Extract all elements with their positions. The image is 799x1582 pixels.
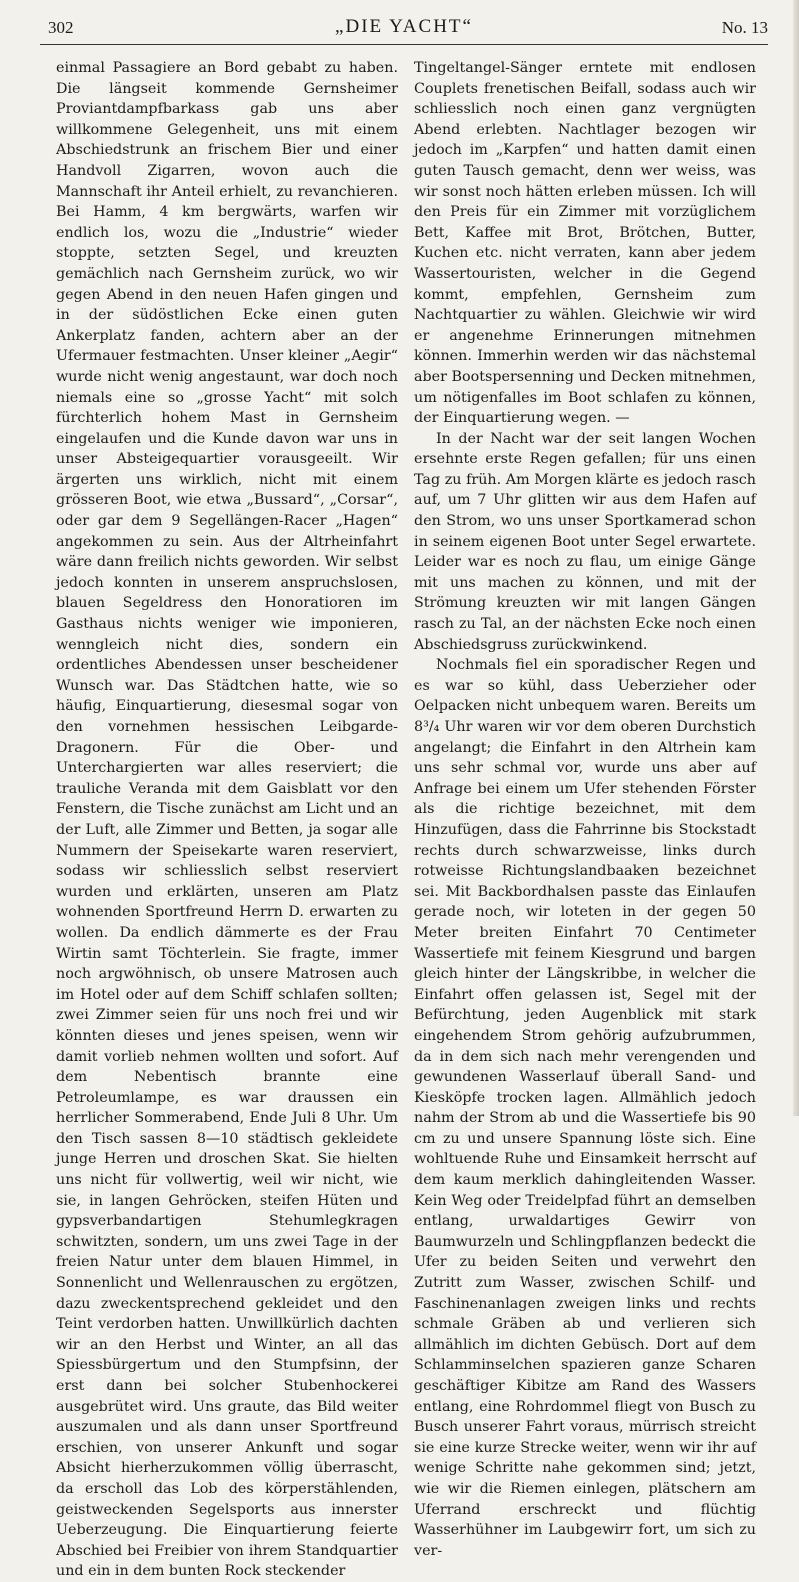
page-edge-shadow: [793, 0, 799, 1116]
header-rule: [40, 44, 768, 45]
paragraph: einmal Passagiere an Bord gebabt zu haben. Die längseit kommende Gernsheimer Proviantdampfbarkass gab uns aber willkommene Gelegenheit, uns mit einem Abschiedstrunk an frischem Bier und einer Handvoll Zigarren, wovon auch die Mannschaft ihr Anteil erhielt, zu revanchieren. Bei Hamm, 4 km bergwärts, warfen wir endlich los, wozu die „Industrie“ wieder stoppte, setzten Segel, und kreuzten gemächlich nach Gernsheim zurück, wo wir gegen Abend in den neuen Hafen gingen und in der südöstlichen Ecke einen guten Ankerplatz fanden, achtern aber an der Ufermauer festmachten. Unser kleiner „Aegir“ wurde nicht wenig angestaunt, war doch noch niemals eine so „grosse Yacht“ mit solch fürchterlich hohem Mast in Gernsheim eingelaufen und die Kunde davon war uns in unser Absteigequartier vorausgeeilt. Wir ärgerten uns wirklich, nicht mit einem grösseren Boot, wie etwa „Bussard“, „Corsar“, oder gar dem 9 Segellängen-Racer „Hagen“ angekommen zu sein. Aus der Altrheinfahrt wäre dann freilich nichts geworden. Wir selbst jedoch konnten in unserem anspruchslosen, blauen Segeldress den Honoratioren im Gasthaus nichts weniger wie imponieren, wenngleich nicht dies, sondern ein ordentliches Abendessen unser bescheidener Wunsch war. Das Städtchen hatte, wie so häufig, Einquartierung, diesesmal sogar von den vornehmen hessischen Leibgarde-Dragonern. Für die Ober- und Unterchargierten war alles reserviert; die trauliche Veranda mit dem Gaisblatt vor den Fenstern, die Tische zunächst am Licht und an der Luft, alle Zimmer und Betten, ja sogar alle Nummern der Speisekarte waren reserviert, sodass wir schliesslich selbst reserviert wurden und erklärten, unseren am Platz wohnenden Sportfreund Herrn D. erwarten zu wollen. Da endlich dämmerte es der Frau Wirtin samt Töchterlein. Sie fragte, immer noch argwöhnisch, ob unsere Matrosen auch im Hotel oder auf dem Schiff schlafen sollten; zwei Zimmer seien für uns noch frei und wir könnten dieses und jenes speisen, wenn wir damit vorlieb nehmen wollten und sofort. Auf dem Nebentisch brannte eine Petroleumlampe, es war draussen ein herrlicher Sommerabend, Ende Juli 8 Uhr. Um den Tisch sassen 8—10 städtisch gekleidete junge Herren und droschen Skat. Sie hielten uns nicht für vollwertig, weil wir nicht, wie sie, in langen Gehröcken, steifen Hüten und gypsverbandartigen Stehumlegkragen schwitzten, sondern, um uns zwei Tage in der freien Natur unter dem blauen Himmel, in Sonnenlicht und Wellenrauschen zu ergötzen, dazu zweckentsprechend gekleidet und den Teint verdorben hatten. Unwillkürlich dachten wir an den Herbst und Winter, an all das Spiessbürgertum und den Stumpfsinn, der erst dann bei solcher Stubenhockerei ausgebrütet wird. Uns graute, das Bild weiter auszumalen und als dann unser Sportfreund erschien, von unserer Ankunft und sogar Absicht hierherzukommen völlig überrascht, da erscholl das Lob des körperstählenden, geistweckenden Segelsports aus innerster Ueberzeugung. Die Einquartierung feierte Abschied bei Freibier von ihrem Standquartier und ein in dem bunten Rock steckender: [56, 60, 398, 1580]
right-column: [414, 58, 756, 1561]
paragraph: Nochmals fiel ein sporadischer Regen und es war so kühl, dass Ueberzieher oder Oelpacken nicht unbequem waren. Bereits um 8³/₄ Uhr waren wir vor dem oberen Durchstich angelangt; die Einfahrt in den Altrhein kam uns sehr schmal vor, wurde uns aber auf Anfrage bei einem um Ufer stehenden Förster als die richtige bezeichnet, mit dem Hinzufügen, dass die Fahrrinne bis Stockstadt rechts durch schwarzweisse, links durch rotweisse Richtungslandbaaken bezeichnet sei. Mit Backbordhalsen passte das Einlaufen gerade noch, wir loteten in der gegen 50 Meter breiten Einfahrt 70 Centimeter Wassertiefe mit feinem Kiesgrund und bargen gleich hinter der Längskribbe, in welcher die Einfahrt offen gelassen ist, Segel mit der Befürchtung, jeden Augenblick mit stark eingehendem Strom gehörig aufzubrummen, da in dem sich nach mehr verengenden und gewundenen Wasserlauf überall Sand- und Kiesköpfe trocken lagen. Allmählich jedoch nahm der Strom ab und die Wassertiefe bis 90 cm zu und unsere Spannung löste sich. Eine wohltuende Ruhe und Einsamkeit herrscht auf dem kaum merklich dahingleitenden Wasser. Kein Weg oder Treidelpfad führt an demselben entlang, urwaldartiges Gewirr von Baumwurzeln und Schlingpflanzen bedeckt die Ufer zu beiden Seiten und verwehrt den Zutritt zum Wasser, zwischen Schilf- und Faschinenanlagen zweigen links und rechts schmale Gräben ab und verlieren sich allmählich im dichten Gebüsch. Dort auf dem Schlamminselchen spazieren ganze Scharen geschäftiger Kibitze am Rand des Wassers entlang, eine Rohrdommel fliegt von Busch zu Busch unserer Fahrt voraus, mürrisch streicht sie eine kurze Strecke weiter, wenn wir ihr auf wenige Schritte nahe gekommen sind; jetzt, wie wir die Riemen einlegen, plätschern am Uferrand erschreckt und flüchtig Wasserhühner im Laubgewirr fort, um sich zu ver-: [414, 657, 756, 1559]
paragraph: Tingeltangel-Sänger erntete mit endlosen Couplets frenetischen Beifall, sodass auch wir schliesslich noch einen ganz vergnügten Abend erlebten. Nachtlager bezogen wir jedoch im „Karpfen“ und hatten damit einen guten Tausch gemacht, denn wer weiss, was wir sonst noch hätten erleben müssen. Ich will den Preis für ein Zimmer mit vorzüglichem Bett, Kaffee mit Brot, Brötchen, Butter, Kuchen etc. nicht verraten, kann aber jedem Wassertouristen, welcher in die Gegend kommt, empfehlen, Gernsheim zum Nachtquartier zu wählen. Gleichwie wir wird er angenehme Erinnerungen mitnehmen können. Immerhin werden wir das nächstemal aber Bootspersenning und Decken mitnehmen, um nötigenfalles im Boot schlafen zu können, der Einquartierung wegen. —: [414, 60, 756, 427]
journal-title: „DIE YACHT“: [335, 16, 473, 37]
left-column: [56, 58, 398, 1582]
page-header: [40, 14, 768, 44]
page-number: 302: [48, 18, 74, 37]
paragraph: In der Nacht war der seit langen Wochen ersehnte erste Regen gefallen; für uns einen Tag zu früh. Am Morgen klärte es jedoch rasch auf, um 7 Uhr glitten wir aus dem Hafen auf den Strom, wo uns unser Sportkamerad schon in seinem eigenen Boot unter Segel erwartete. Leider war es noch zu flau, um einige Gänge mit uns machen zu können, und mit der Strömung kreuzten wir mit langen Gängen rasch zu Tal, an der nächsten Ecke noch einen Abschiedsgruss zurückwinkend.: [414, 430, 756, 653]
issue-number: No. 13: [721, 18, 768, 37]
